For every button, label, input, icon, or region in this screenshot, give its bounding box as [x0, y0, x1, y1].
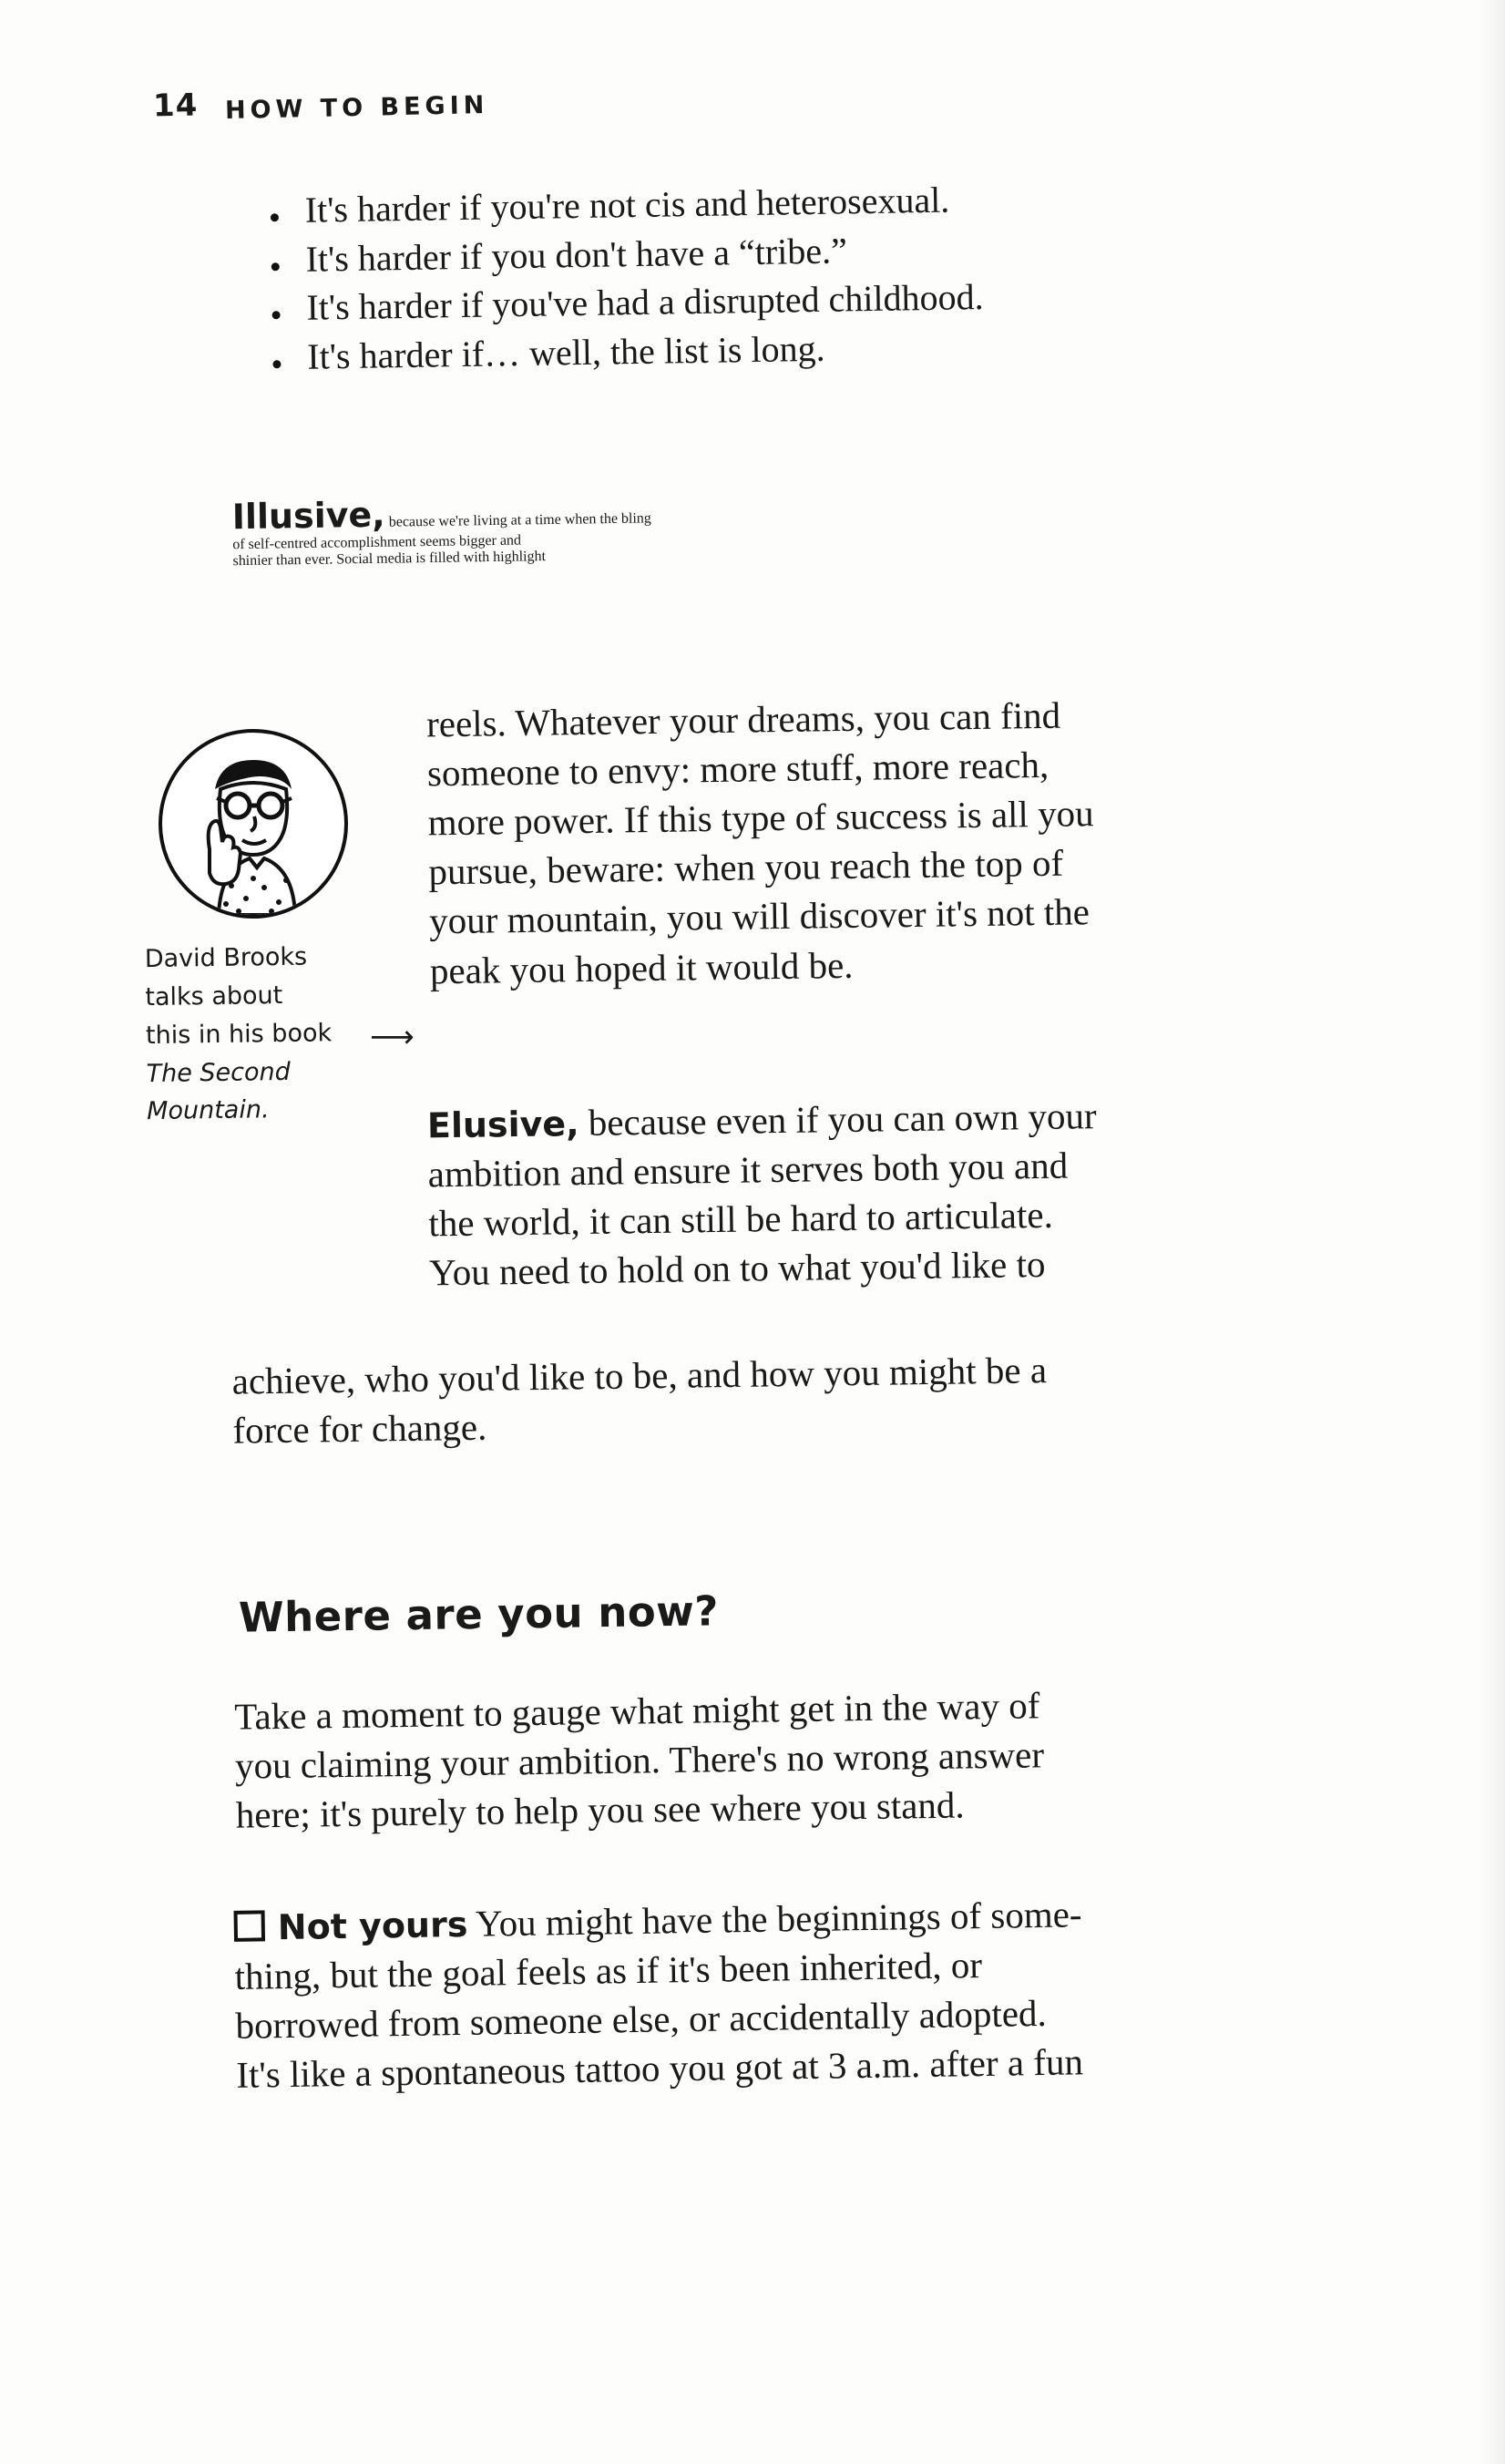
- paragraph-line: thing, but the goal feels as if it's been inherited, or: [234, 1944, 983, 1998]
- paragraph-line: force for change.: [232, 1405, 487, 1452]
- running-head: [153, 87, 489, 124]
- bullet-list: [262, 169, 1358, 382]
- paragraph-line: here; it's purely to help you see where you stand.: [235, 1783, 965, 1836]
- paragraph-gauge: [234, 1676, 1366, 1840]
- paragraph-line: you claiming your ambition. There's no wrong answer: [234, 1733, 1045, 1787]
- paragraph-line: someone to envy: more stuff, more reach,: [426, 743, 1049, 795]
- portrait-illustration-icon: [159, 729, 348, 919]
- paragraph-elusive-tail: [231, 1340, 1362, 1455]
- paragraph-line: achieve, who you'd like to be, and how you might be a: [231, 1349, 1048, 1402]
- paragraph-line-text: because we're living at a time when the bling: [384, 510, 652, 530]
- paragraph-line: shinier than ever. Social media is filled with highlight: [232, 549, 547, 570]
- paragraph-line-text: because even if you can own your: [578, 1094, 1097, 1145]
- paragraph-line: You need to hold on to what you'd like to: [428, 1243, 1046, 1294]
- paragraph-line: the world, it can still be hard to articulate.: [428, 1194, 1054, 1245]
- paragraph-illusive: [231, 480, 1362, 570]
- paragraph-line: ambition and ensure it serves both you and: [427, 1144, 1069, 1196]
- paragraph-line: more power. If this type of success is all you: [427, 792, 1094, 844]
- paragraph-line: pursue, beware: when you reach the top of: [428, 841, 1064, 893]
- list-item: It's harder if… well, the list is long.: [265, 315, 1359, 381]
- paragraph-line-text: You might have the beginnings of some-: [467, 1893, 1082, 1945]
- arrow-icon: ⟶: [370, 1019, 415, 1055]
- page-edge-shadow: [1481, 0, 1505, 2464]
- margin-note: [146, 729, 419, 1129]
- page-number: 14: [152, 87, 199, 125]
- section-heading: Where are you now?: [238, 1586, 720, 1642]
- paragraph-line: your mountain, you will discover it's not the: [428, 890, 1090, 942]
- margin-note-line: talks about: [145, 980, 283, 1011]
- paragraph-line: It's like a spontaneous tattoo you got at 3 a.m. after a fun: [235, 2040, 1084, 2097]
- margin-note-line: this in his book: [145, 1018, 333, 1050]
- option-label: Not yours: [277, 1904, 468, 1948]
- paragraph-line: borrowed from someone else, or accidentally adopted.: [235, 1992, 1048, 2048]
- option-not-yours: [233, 1884, 1384, 2100]
- paragraph-line: reels. Whatever your dreams, you can find: [425, 693, 1061, 745]
- chapter-title: HOW TO BEGIN: [225, 90, 489, 126]
- list-item: It's harder if you don't have a “tribe.”: [263, 218, 1357, 283]
- book-title-line: The Second: [146, 1057, 291, 1088]
- list-item: It's harder if you're not cis and heterosexual.: [262, 169, 1357, 235]
- checkbox-not-yours[interactable]: [234, 1910, 266, 1942]
- paragraph-elusive: [427, 1087, 1396, 1298]
- book-title-line: Mountain.: [146, 1095, 270, 1126]
- margin-note-line: David Brooks: [144, 942, 308, 974]
- paragraph-line: peak you hoped it would be.: [429, 943, 854, 991]
- list-item: It's harder if you've had a disrupted childhood.: [264, 267, 1358, 333]
- margin-note-text: [145, 937, 421, 1131]
- lead-word-elusive: Elusive,: [426, 1104, 579, 1146]
- paragraph-line: of self-centred accomplishment seems bigger and: [232, 532, 522, 553]
- lead-word-illusive: Illusive,: [231, 494, 385, 538]
- paragraph-line: Take a moment to gauge what might get in the way of: [233, 1684, 1040, 1738]
- paragraph-illusive-wrapped: [426, 686, 1396, 995]
